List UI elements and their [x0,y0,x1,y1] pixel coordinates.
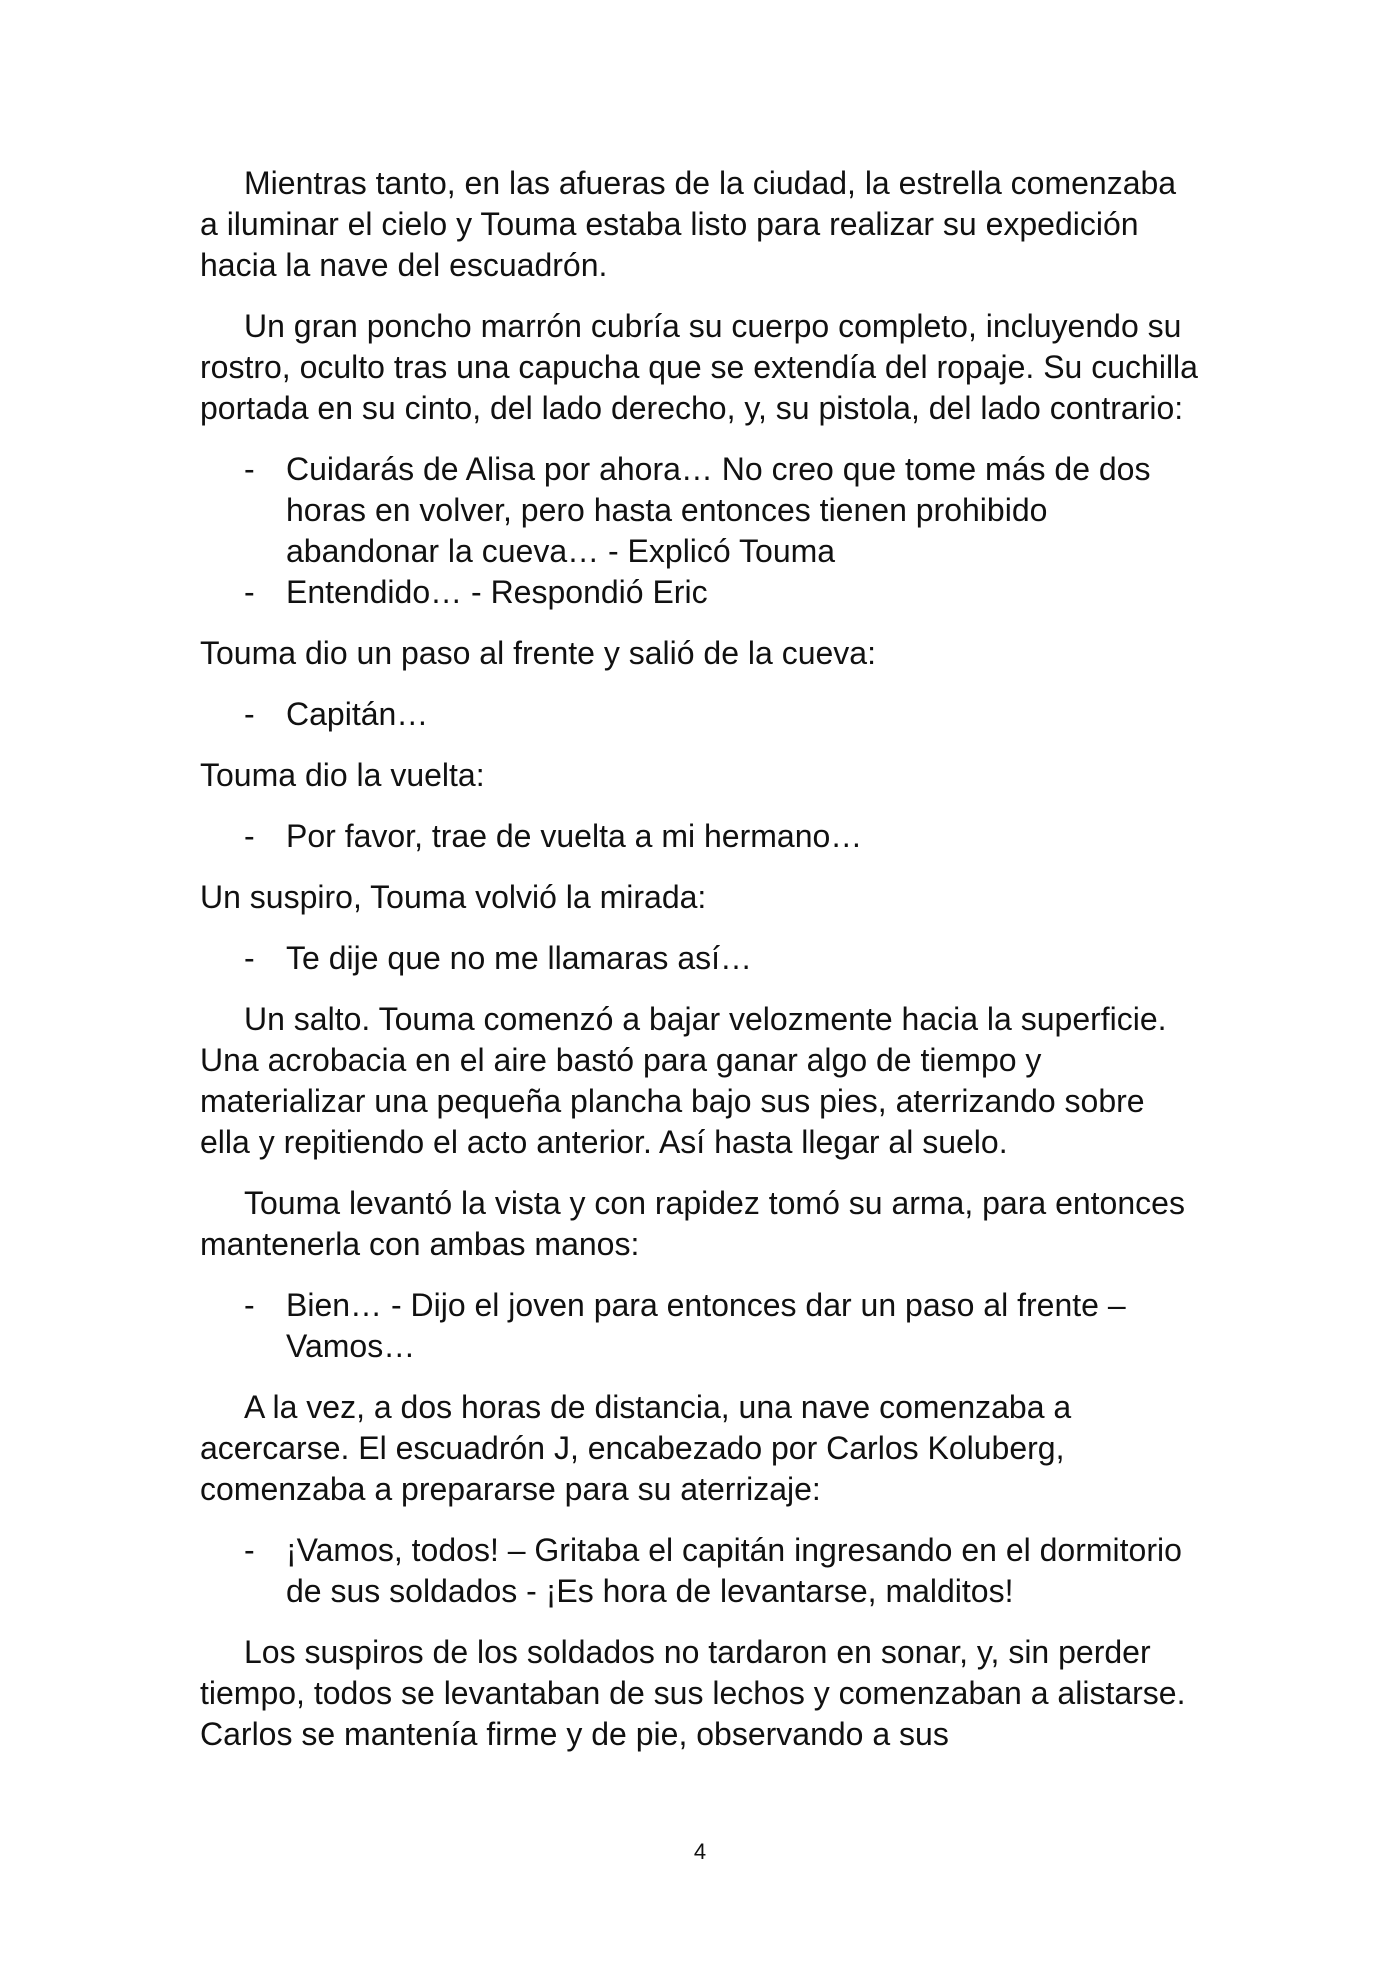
dialogue-list [200,694,1200,735]
page-body [200,163,1200,1775]
dialogue-line [200,449,1200,572]
dialogue-list [200,1530,1200,1612]
dialogue-text: ¡Vamos, todos! – Gritaba el capitán ingresando en el dormitorio de sus soldados - ¡Es hora de levantarse, malditos! [286,1532,1182,1609]
dialogue-list [200,816,1200,857]
dialogue-line [200,1530,1200,1612]
dialogue-line [200,938,1200,979]
paragraph: Touma levantó la vista y con rapidez tomó su arma, para entonces mantenerla con ambas manos: [200,1185,1185,1262]
dialogue-text: Capitán… [286,696,429,732]
paragraph: Los suspiros de los soldados no tardaron en sonar, y, sin perder tiempo, todos se levantaban de sus lechos y comenzaban a alistarse. Carlos se mantenía firme y de pie, observando a sus [200,1634,1186,1752]
dialogue-line [200,1285,1200,1367]
paragraph: Touma dio la vuelta: [200,757,485,793]
dialogue-dash: - [244,940,255,976]
dialogue-list [200,449,1200,613]
dialogue-line [200,694,1200,735]
paragraph: Un gran poncho marrón cubría su cuerpo completo, incluyendo su rostro, oculto tras una capucha que se extendía del ropaje. Su cuchilla portada en su cinto, del lado derecho, y, su pistola, del lado contrario: [200,308,1198,426]
dialogue-text: Te dije que no me llamaras así… [286,940,752,976]
dialogue-dash: - [244,1532,255,1568]
dialogue-text: Entendido… - Respondió Eric [286,574,708,610]
dialogue-dash: - [244,574,255,610]
dialogue-dash: - [244,1287,255,1323]
dialogue-list [200,1285,1200,1367]
dialogue-text: Cuidarás de Alisa por ahora… No creo que tome más de dos horas en volver, pero hasta entonces tienen prohibido abandonar la cueva… - Explicó Touma [286,451,1151,569]
paragraph: Un salto. Touma comenzó a bajar velozmente hacia la superficie. Una acrobacia en el aire bastó para ganar algo de tiempo y materializar una pequeña plancha bajo sus pies, aterrizando sobre ella y repitiendo el acto anterior. Así hasta llegar al suelo. [200,1001,1167,1160]
paragraph: Mientras tanto, en las afueras de la ciudad, la estrella comenzaba a iluminar el cielo y Touma estaba listo para realizar su expedición hacia la nave del escuadrón. [200,165,1177,283]
dialogue-dash: - [244,818,255,854]
dialogue-line [200,816,1200,857]
dialogue-dash: - [244,696,255,732]
dialogue-text: Por favor, trae de vuelta a mi hermano… [286,818,863,854]
paragraph: Touma dio un paso al frente y salió de la cueva: [200,635,876,671]
paragraph: A la vez, a dos horas de distancia, una nave comenzaba a acercarse. El escuadrón J, encabezado por Carlos Koluberg, comenzaba a prepararse para su aterrizaje: [200,1389,1072,1507]
dialogue-list [200,938,1200,979]
dialogue-line [200,572,1200,613]
paragraph: Un suspiro, Touma volvió la mirada: [200,879,707,915]
page-number: 4 [693,1839,707,1864]
dialogue-dash: - [244,451,255,487]
dialogue-text: Bien… - Dijo el joven para entonces dar un paso al frente – Vamos… [286,1287,1126,1364]
